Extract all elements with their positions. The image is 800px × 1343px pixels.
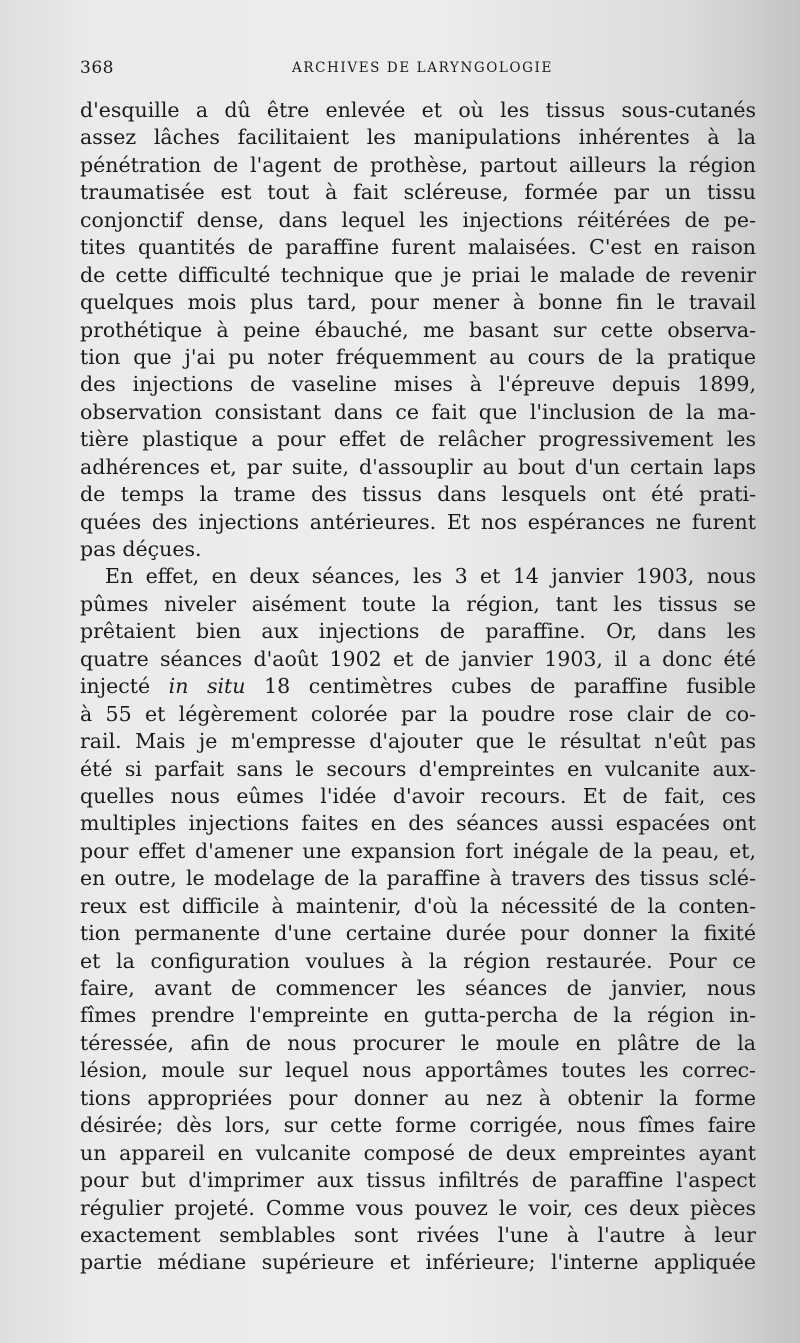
text-line: en outre, le modelage de la paraffine à travers des tissus sclé- [80,866,756,891]
text-line: tions appropriées pour donner au nez à obtenir la forme [80,1085,756,1110]
text-line: adhérences et, par suite, d'assouplir au bout d'un certain laps [80,454,756,479]
page-header [80,58,730,84]
text-line: fîmes prendre l'empreinte en gutta-percha de la région in- [80,1003,756,1028]
text-line: lésion, moule sur lequel nous apportâmes toutes les correc- [80,1058,756,1083]
text-line: téressée, afin de nous procurer le moule en plâtre de la [80,1030,756,1055]
text-line: de temps la trame des tissus dans lesquels ont été prati- [80,482,756,507]
text-line: partie médiane supérieure et inférieure; l'interne appliquée [80,1250,756,1275]
text-line: quatre séances d'août 1902 et de janvier 1903, il a donc été [80,646,756,671]
text-line: été si parfait sans le secours d'empreintes en vulcanite aux- [80,756,756,781]
text-fragment: 18 [264,674,291,699]
text-line: traumatisée est tout à fait scléreuse, formée par un tissu [80,180,756,205]
text-line: tites quantités de paraffine furent malaisées. C'est en raison [80,235,756,260]
text-line: pour but d'imprimer aux tissus infiltrés de paraffine l'aspect [80,1168,756,1193]
text-line: désirée; dès lors, sur cette forme corrigée, nous fîmes faire [80,1113,756,1138]
paragraph-start-line: En effet, en deux séances, les 3 et 14 janvier 1903, nous [105,564,756,589]
text-line: quelles nous eûmes l'idée d'avoir recours. Et de fait, ces [80,783,756,808]
text-line-with-italic [80,673,756,700]
text-line: quées des injections antérieures. Et nos espérances ne furent [80,509,756,534]
text-line: quelques mois plus tard, pour mener à bonne fin le travail [80,290,756,315]
text-line: multiples injections faites en des séances aussi espacées ont [80,811,756,836]
text-line: tion que j'ai pu noter fréquemment au cours de la pratique [80,344,756,369]
text-line: tière plastique a pour effet de relâcher progressivement les [80,427,756,452]
text-line: prêtaient bien aux injections de paraffine. Or, dans les [80,619,756,644]
text-line: tion permanente d'une certaine durée pour donner la fixité [80,921,756,946]
text-line: assez lâches facilitaient les manipulations inhérentes à la [80,125,756,150]
text-line: pûmes niveler aisément toute la région, tant les tissus se [80,591,756,616]
text-line: observation consistant dans ce fait que l'inclusion de la ma- [80,399,756,424]
text-fragment: injecté [80,674,151,699]
text-line: un appareil en vulcanite composé de deux empreintes ayant [80,1140,756,1165]
text-line: de cette difficulté technique que je priai le malade de revenir [80,262,756,287]
text-line: d'esquille a dû être enlevée et où les tissus sous-cutanés [80,98,756,122]
page-number: 368 [80,58,114,78]
body-text [80,97,756,1277]
italic-phrase: in situ [168,674,246,699]
text-line: prothétique à peine ébauché, me basant sur cette observa- [80,317,756,342]
text-line: et la configuration voulues à la région restaurée. Pour ce [80,948,756,973]
text-line: pour effet d'amener une expansion fort inégale de la peau, et, [80,838,756,863]
text-line: faire, avant de commencer les séances de janvier, nous [80,976,756,1000]
paragraph-end-line: pas déçues. [80,537,202,561]
running-title: ARCHIVES DE LARYNGOLOGIE [292,60,553,76]
text-line: à 55 et légèrement colorée par la poudre rose clair de co- [80,701,756,726]
text-line: reux est difficile à maintenir, d'où la nécessité de la conten- [80,893,756,918]
text-line: rail. Mais je m'empresse d'ajouter que le résultat n'eût pas [80,729,756,754]
text-line: des injections de vaseline mises à l'épreuve depuis 1899, [80,372,756,397]
text-line: exactement semblables sont rivées l'une à l'autre à leur [80,1222,756,1247]
text-line: pénétration de l'agent de prothèse, partout ailleurs la région [80,152,756,177]
text-line: régulier projeté. Comme vous pouvez le voir, ces deux pièces [80,1195,756,1220]
text-fragment: centimètres cubes de paraffine fusible [308,674,756,699]
text-line: conjonctif dense, dans lequel les injections réitérées de pe- [80,207,756,232]
